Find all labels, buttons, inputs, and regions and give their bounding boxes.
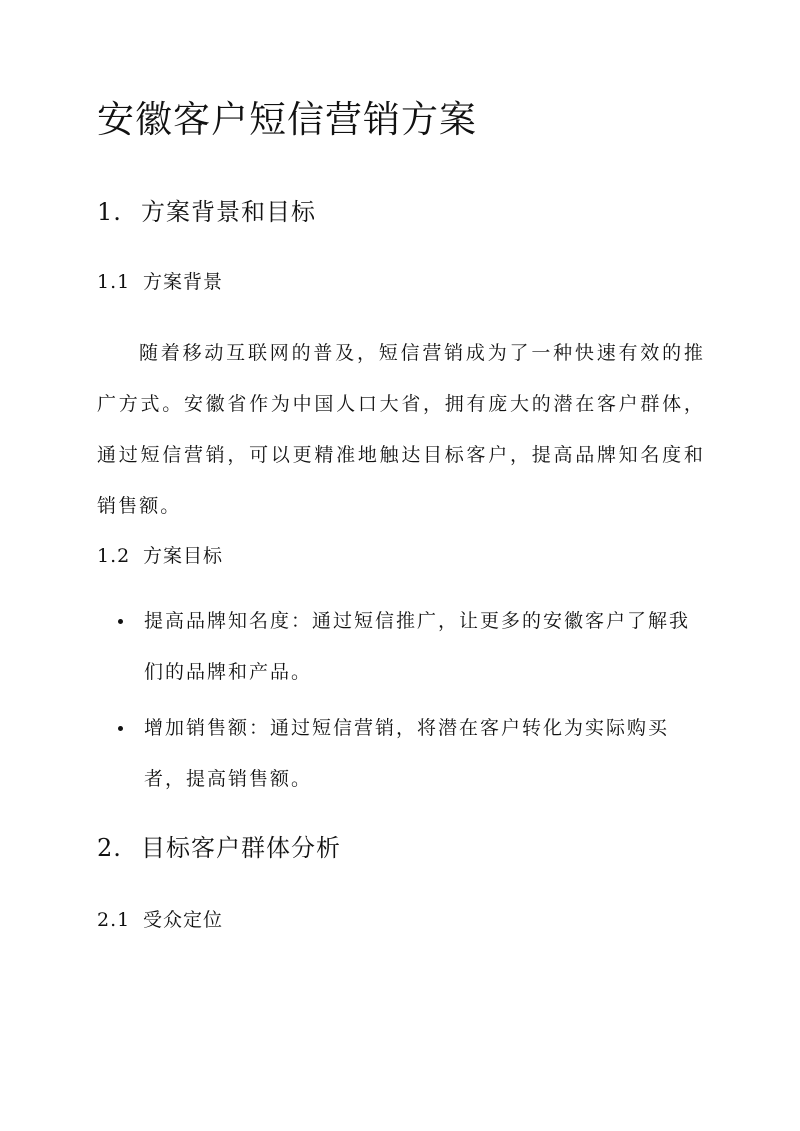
subsection-number: 1.1	[97, 271, 131, 293]
subsection-title: 方案目标	[143, 545, 224, 567]
subsection-title: 方案背景	[143, 271, 224, 293]
subsection-heading-2-1	[97, 904, 223, 936]
subsection-heading-1-2	[97, 540, 223, 572]
list-item	[118, 703, 708, 805]
document-title: 安徽客户短信营销方案	[97, 98, 477, 141]
background-paragraph: 随着移动互联网的普及，短信营销成为了一种快速有效的推广方式。安徽省作为中国人口大省，拥有庞大的潜在客户群体，通过短信营销，可以更精准地触达目标客户，提高品牌知名度和销售额。	[97, 342, 705, 517]
subsection-title: 受众定位	[143, 909, 224, 931]
section-number: 2.	[97, 834, 122, 862]
list-item	[118, 596, 708, 698]
subsection-number: 1.2	[97, 545, 131, 567]
bullet-icon	[118, 726, 123, 731]
section-heading-1	[97, 192, 316, 232]
subsection-number: 2.1	[97, 909, 131, 931]
list-item-text: 增加销售额：通过短信营销，将潜在客户转化为实际购买者，提高销售额。	[144, 717, 670, 790]
section-title: 目标客户群体分析	[141, 834, 341, 862]
subsection-heading-1-1	[97, 266, 223, 298]
list-item-text: 提高品牌知名度：通过短信推广，让更多的安徽客户了解我们的品牌和产品。	[144, 610, 691, 683]
section-heading-2	[97, 828, 341, 868]
goals-list	[118, 596, 708, 810]
section-title: 方案背景和目标	[141, 198, 316, 226]
bullet-icon	[118, 619, 123, 624]
section-number: 1.	[97, 198, 122, 226]
